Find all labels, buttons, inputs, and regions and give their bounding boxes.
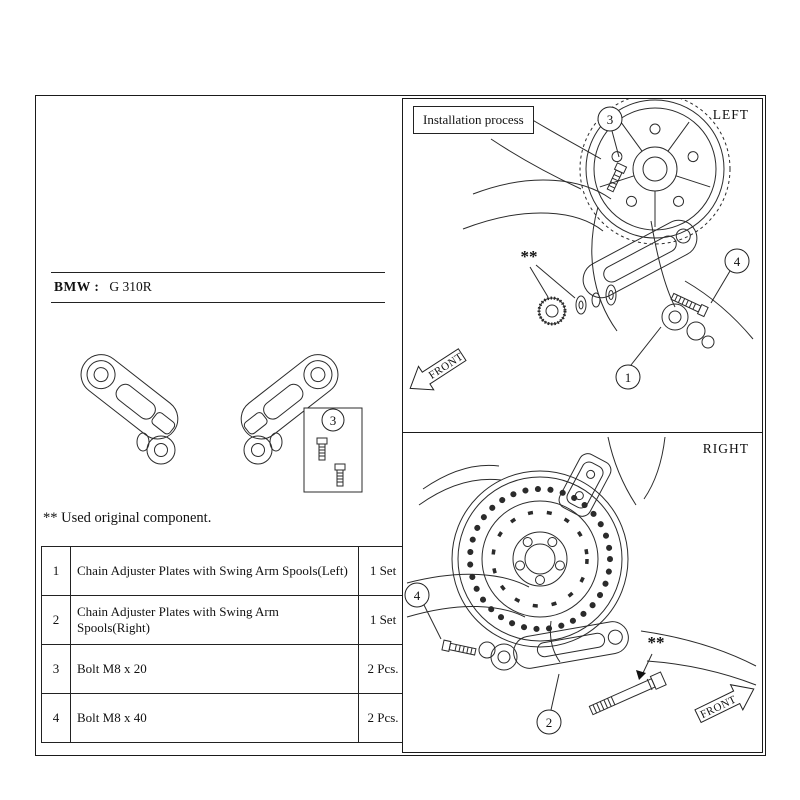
bolt-m8x40-icon-right <box>442 640 476 657</box>
model-label: G 310R <box>109 279 152 294</box>
brand-label: BMW : <box>54 279 100 294</box>
model-block <box>51 272 385 303</box>
front-label: FRONT <box>426 350 466 382</box>
original-axle-bolt-group <box>588 633 666 717</box>
original-component-note: ** Used original component. <box>43 510 212 526</box>
parts-panel <box>36 96 402 755</box>
part-qty-cell: 1 Set <box>359 596 408 645</box>
callout-2-number: 2 <box>545 715 553 730</box>
bolt-m8x20-icon <box>606 163 627 193</box>
part-qty-cell: 2 Pcs. <box>359 694 408 743</box>
part-qty-cell: 1 Set <box>359 547 408 596</box>
right-view-label: RIGHT <box>702 441 749 456</box>
front-direction-arrow-right <box>692 676 760 728</box>
installation-process-title <box>413 106 534 134</box>
front-direction-arrow <box>403 343 470 400</box>
right-view-section <box>403 433 762 752</box>
callout-3-number: 3 <box>606 112 614 127</box>
brake-disc <box>452 471 628 647</box>
callout-1-number: 1 <box>624 370 632 385</box>
table-row <box>42 547 408 596</box>
table-row <box>42 694 408 743</box>
part-desc-cell: Bolt M8 x 40 <box>71 694 359 743</box>
part-number-cell: 1 <box>42 547 71 596</box>
left-view-label: LEFT <box>712 107 749 122</box>
part-desc-cell: Chain Adjuster Plates with Swing Arm Spools(Left) <box>71 547 359 596</box>
part-qty-cell: 2 Pcs. <box>359 645 408 694</box>
axle-nut-and-washers <box>539 285 616 324</box>
left-view-section <box>403 99 762 433</box>
right-view-diagram <box>403 433 760 751</box>
original-component-marker-right: ** <box>647 633 665 652</box>
installation-panel <box>402 98 763 753</box>
callout-1 <box>616 327 661 389</box>
left-view-diagram <box>403 99 760 431</box>
original-component-marker: ** <box>520 247 538 266</box>
callout-2 <box>537 674 561 734</box>
instruction-sheet-frame <box>35 95 766 756</box>
bolt-box <box>304 408 362 492</box>
chain-adjuster-plate-left <box>577 214 703 304</box>
front-label-right: FRONT <box>698 693 739 722</box>
part-number-cell: 2 <box>42 596 71 645</box>
part-desc-cell: Chain Adjuster Plates with Swing Arm Spools(Right) <box>71 596 359 645</box>
callout-4-right-number: 4 <box>413 588 421 603</box>
table-row <box>42 645 408 694</box>
table-row <box>42 596 408 645</box>
chain-adjuster-plate-right <box>511 619 631 671</box>
parts-table <box>41 546 408 743</box>
original-component-marker-group <box>521 247 576 298</box>
callout-4-number: 4 <box>733 254 741 269</box>
swingarm-spool-right <box>479 642 517 670</box>
part-desc-cell: Bolt M8 x 20 <box>71 645 359 694</box>
original-axle-bolt-icon <box>588 672 666 717</box>
part-number-cell: 3 <box>42 645 71 694</box>
part-number-cell: 4 <box>42 694 71 743</box>
adjuster-plate-left-part <box>73 347 186 464</box>
installation-process-title-text: Installation process <box>423 112 524 127</box>
parts-illustration <box>56 320 376 510</box>
bolt-box-callout-number: 3 <box>329 413 337 428</box>
